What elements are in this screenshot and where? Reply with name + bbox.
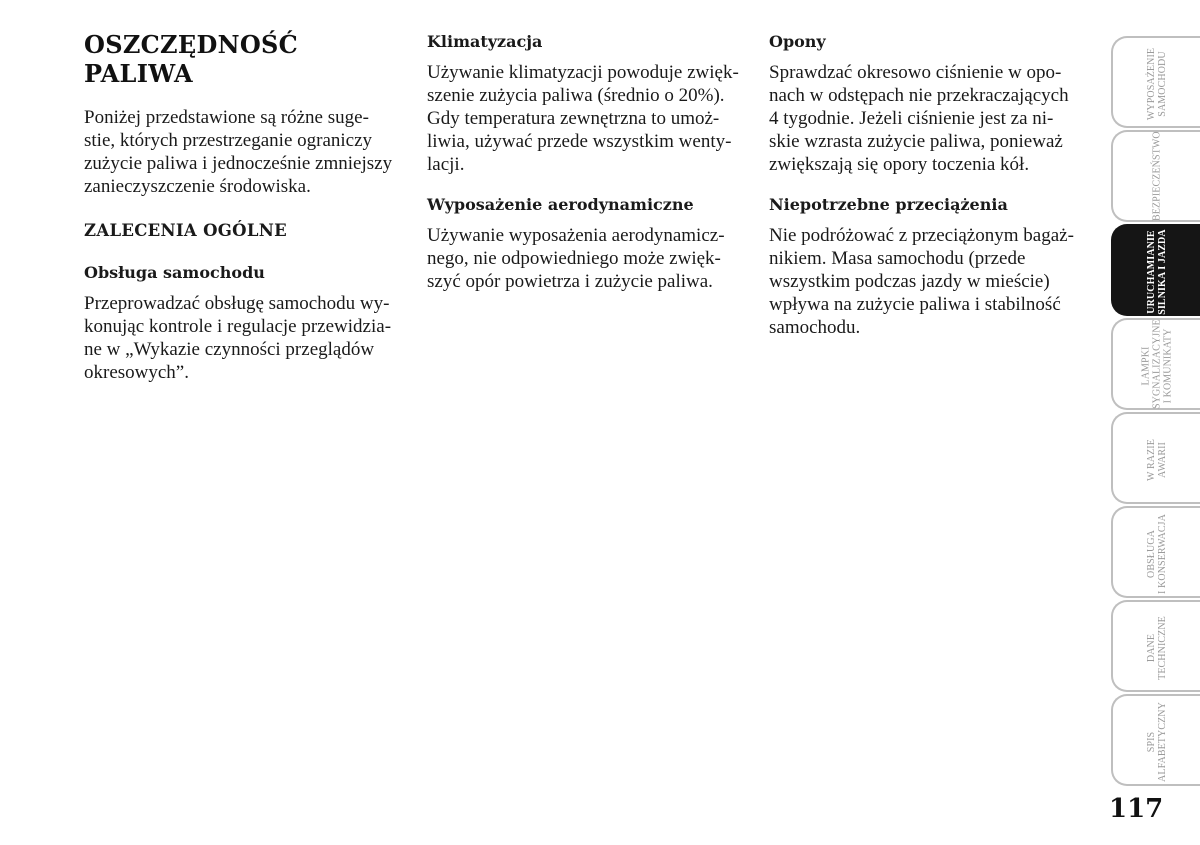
- subsection-heading: Niepotrzebne przeciążenia: [769, 195, 1008, 214]
- tab-label-line: WYPOSAŻENIE: [1146, 47, 1157, 121]
- subsection-heading: Opony: [769, 32, 826, 51]
- text-line: wszystkim podczas jazdy w mieście): [769, 271, 1050, 292]
- tab-label-line: LAMPKI: [1140, 346, 1152, 386]
- tab-label-line: DANE: [1146, 633, 1157, 663]
- tab-label-line: URUCHAMIANIE: [1146, 230, 1157, 314]
- text-line: Używanie klimatyzacji powoduje zwięk-: [427, 62, 739, 83]
- tab-label-line: SPIS: [1146, 731, 1157, 753]
- tab-label-line: ALFABETYCZNY: [1157, 702, 1168, 782]
- text-line: konując kontrole i regulacje przewidzia-: [84, 316, 392, 337]
- tab-label: [1151, 131, 1163, 221]
- chapter-tabs: [1111, 36, 1200, 788]
- tab-label-line: BEZPIECZEŃSTWO: [1151, 131, 1163, 221]
- text-line: Przeprowadzać obsługę samochodu wy-: [84, 293, 390, 314]
- text-line: nego, nie odpowiedniego może zwięk-: [427, 248, 721, 269]
- title-line: PALIWA: [84, 59, 193, 88]
- tab-label-line: OBSŁUGA: [1146, 530, 1157, 578]
- text-line: zanieczyszczenie środowiska.: [84, 176, 311, 197]
- tab-obsluga-i-konserwacja[interactable]: [1111, 506, 1200, 598]
- text-line: nach w odstępach nie przekraczających: [769, 85, 1069, 106]
- tab-label-line: SYGNALIZACYJNE: [1151, 319, 1163, 409]
- column-2: [427, 30, 745, 293]
- text-line: skie wzrasta zużycie paliwa, ponieważ: [769, 131, 1063, 152]
- column-3: [769, 30, 1087, 339]
- tab-label: [1146, 417, 1168, 503]
- text-line: Nie podróżować z przeciążonym bagaż-: [769, 225, 1074, 246]
- text-line: Gdy temperatura zewnętrzna to umoż-: [427, 108, 720, 129]
- opony-paragraph: [769, 61, 1087, 176]
- tab-label-line: SILNIKA I JAZDA: [1157, 229, 1168, 315]
- tab-label-line: SAMOCHODU: [1157, 51, 1168, 117]
- text-line: Używanie wyposażenia aerodynamicz-: [427, 225, 725, 246]
- tab-label: [1140, 319, 1174, 409]
- text-line: stie, których przestrzeganie ograniczy: [84, 130, 373, 151]
- section-heading: ZALECENIA OGÓLNE: [84, 221, 287, 240]
- tab-label: [1146, 605, 1168, 691]
- text-line: liwia, używać przede wszystkim wenty-: [427, 131, 732, 152]
- text-line: ne w „Wykazie czynności przeglądów: [84, 339, 375, 360]
- subsection-heading: Klimatyzacja: [427, 32, 543, 51]
- tab-label: [1146, 229, 1168, 315]
- text-line: zwiększają się opory toczenia kół.: [769, 154, 1030, 175]
- obsluga-paragraph: [84, 292, 402, 384]
- przeciazenia-paragraph: [769, 224, 1087, 339]
- text-line: okresowych”.: [84, 362, 189, 383]
- intro-paragraph: [84, 106, 402, 198]
- tab-label-line: W RAZIE: [1146, 439, 1157, 481]
- text-line: wpływa na zużycie paliwa i stabilność: [769, 294, 1061, 315]
- tab-label: [1146, 41, 1168, 127]
- tab-label-line: I KOMUNIKATY: [1162, 328, 1174, 404]
- klimatyzacja-paragraph: [427, 61, 745, 176]
- tab-w-razie-awarii[interactable]: [1111, 412, 1200, 504]
- tab-uruchamianie-silnika-i-jazda[interactable]: [1111, 224, 1200, 316]
- text-line: nikiem. Masa samochodu (przede: [769, 248, 1026, 269]
- text-line: 4 tygodnie. Jeżeli ciśnienie jest za ni-: [769, 108, 1054, 129]
- text-line: szenie zużycia paliwa (średnio o 20%).: [427, 85, 725, 106]
- text-line: samochodu.: [769, 317, 861, 338]
- aerodynamiczne-paragraph: [427, 224, 745, 293]
- column-1: [84, 30, 402, 384]
- page-number: 117: [1109, 794, 1164, 824]
- tab-lampki-sygnalizacyjne[interactable]: [1111, 318, 1200, 410]
- subsection-heading: Wyposażenie aerodynamiczne: [427, 195, 694, 214]
- text-line: zużycie paliwa i jednocześnie zmniejszy: [84, 153, 393, 174]
- subsection-heading: Obsługa samochodu: [84, 263, 265, 282]
- tab-label-line: AWARII: [1157, 442, 1168, 478]
- text-line: lacji.: [427, 154, 465, 175]
- title-line: OSZCZĘDNOŚĆ: [84, 30, 299, 59]
- tab-label: [1146, 699, 1168, 785]
- tab-dane-techniczne[interactable]: [1111, 600, 1200, 692]
- tab-spis-alfabetyczny[interactable]: [1111, 694, 1200, 786]
- page-title: [84, 30, 402, 88]
- tab-label-line: TECHNICZNE: [1157, 616, 1168, 680]
- tab-label: [1146, 511, 1168, 597]
- text-line: Poniżej przedstawione są różne suge-: [84, 107, 369, 128]
- tab-bezpieczenstwo[interactable]: [1111, 130, 1200, 222]
- text-line: szyć opór powietrza i zużycie paliwa.: [427, 271, 713, 292]
- tab-label-line: I KONSERWACJA: [1157, 514, 1168, 594]
- text-line: Sprawdzać okresowo ciśnienie w opo-: [769, 62, 1062, 83]
- tab-wyposazenie-samochodu[interactable]: [1111, 36, 1200, 128]
